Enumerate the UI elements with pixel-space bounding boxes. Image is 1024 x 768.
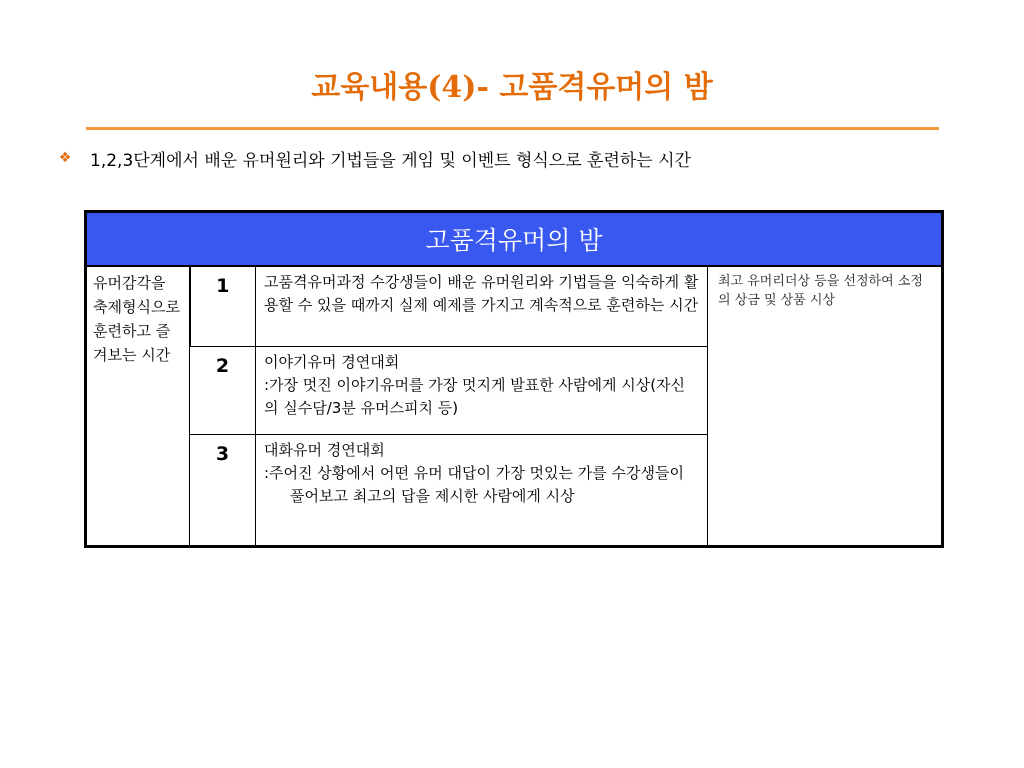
slide-title: 교육내용(4)- 고품격유머의 밤 xyxy=(311,70,713,105)
table-header: 고품격유머의 밤 xyxy=(86,212,943,267)
row-description xyxy=(256,434,708,546)
row-description xyxy=(256,346,708,434)
row-title: 대화유머 경연대회 xyxy=(264,440,385,459)
row-number: 2 xyxy=(190,346,256,434)
row-number: 3 xyxy=(190,434,256,546)
row-title: 고품격유머과정 수강생들이 배운 유머원리와 기법들을 익숙하게 활용할 수 있을 때까지 실제 예제를 가지고 계속적으로 훈련하는 시간 xyxy=(264,273,699,314)
row-detail: :주어진 상황에서 어떤 유머 대답이 가장 멋있는 가를 수강생들이 풀어보고 최고의 답을 제시한 사람에게 시상 xyxy=(264,463,684,505)
row-title: 이야기유머 경연대회 xyxy=(264,352,400,371)
title-divider xyxy=(86,127,939,130)
row-description xyxy=(256,266,708,346)
bullet-item xyxy=(40,146,691,170)
award-cell: 최고 유머리더상 등을 선정하여 소정의 상금 및 상품 시상 xyxy=(708,266,943,546)
row-number: 1 xyxy=(190,266,256,346)
category-cell: 유머감각을 축제형식으로 훈련하고 즐겨보는 시간 xyxy=(86,266,190,546)
diamond-bullet-icon: ❖ xyxy=(58,150,72,166)
row-detail: :가장 멋진 이야기유머를 가장 멋지게 발표한 사람에게 시상(자신의 실수담/3분 유머스피치 등) xyxy=(264,375,686,417)
bullet-text: 1,2,3단계에서 배운 유머원리와 기법들을 게임 및 이벤트 형식으로 훈련하는 시간 xyxy=(90,150,691,171)
program-table xyxy=(84,210,944,548)
